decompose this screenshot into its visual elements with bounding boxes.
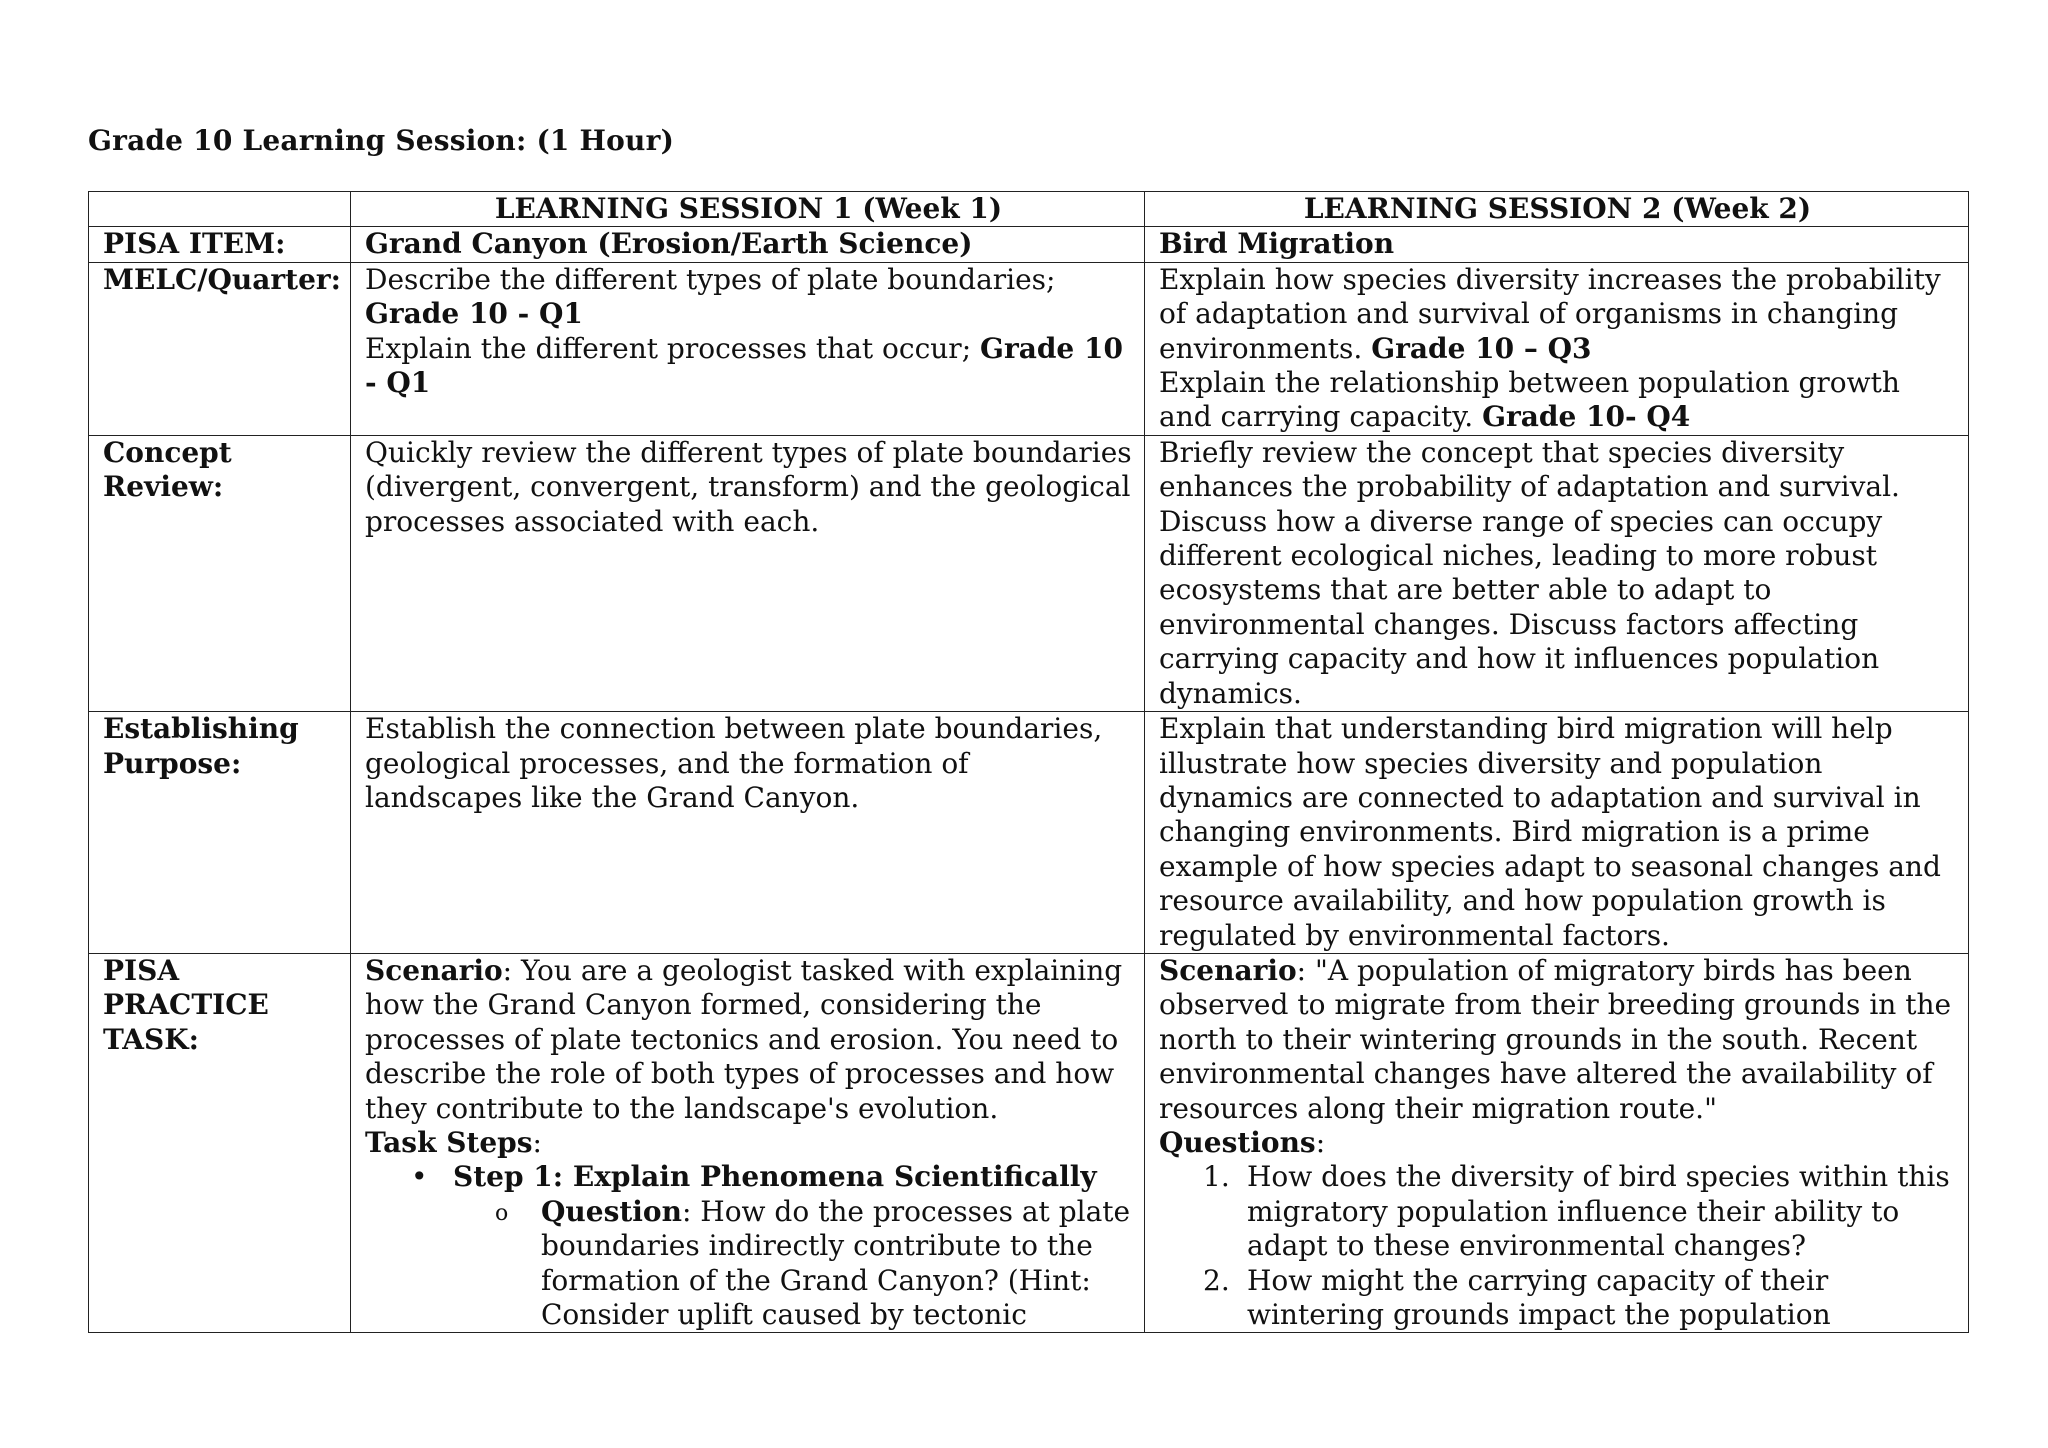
task-session-1 (351, 953, 1145, 1332)
list-item (1159, 1160, 1956, 1263)
melc-s2-grade-tag-1: Grade 10 – Q3 (1371, 331, 1592, 365)
bullet-icon: • (411, 1160, 428, 1194)
task-s2-questions-colon: : (1315, 1125, 1326, 1159)
task-s2-questions-label: Questions (1159, 1125, 1316, 1159)
row-concept-review (89, 435, 1969, 711)
task-s2-scenario-text: : "A population of migratory birds has been observed to migrate from their breeding grounds in the north to their wintering grounds in the south. Recent environmental changes have altered the availability of resources along their migration route." (1159, 953, 1952, 1125)
purpose-session-1: Establish the connection between plate boundaries, geological processes, and the formation of landscapes like the Grand Canyon. (351, 712, 1145, 954)
task-s1-question (365, 1195, 1132, 1333)
task-s1-scenario-label: Scenario (365, 953, 503, 987)
row-pisa-practice-task (89, 953, 1969, 1332)
melc-s1-grade-tag-1: Grade 10 - Q1 (365, 297, 583, 331)
row-label-pisa-item: PISA ITEM: (89, 227, 351, 262)
row-establishing-purpose (89, 712, 1969, 954)
melc-s1-grade-tag-2: Grade 10 - Q1 (365, 331, 1123, 400)
concept-session-2: Briefly review the concept that species diversity enhances the probability of adaptation and survival. Discuss how a diverse range of species can occupy different ecological niches, leading to more robust ecosystems that are better able to adapt to environmental changes. Discuss factors affecting carrying capacity and how it influences population dynamics. (1145, 435, 1969, 711)
row-label-establishing-purpose: Establishing Purpose: (89, 712, 351, 954)
task-s2-question-2: How might the carrying capacity of their wintering grounds impact the population (1247, 1263, 1831, 1331)
melc-s1-text-2: Explain the different processes that occur; (365, 331, 981, 365)
list-number: 2. (1203, 1263, 1230, 1297)
row-label-concept-review: Concept Review: (89, 435, 351, 711)
concept-session-1: Quickly review the different types of plate boundaries (divergent, convergent, transform) and the geological processes associated with each. (351, 435, 1145, 711)
task-s2-scenario-label: Scenario (1159, 953, 1297, 987)
task-session-2 (1145, 953, 1969, 1332)
circle-bullet-icon: o (495, 1200, 509, 1226)
table-header-row (89, 192, 1969, 227)
header-session-2: LEARNING SESSION 2 (Week 2) (1145, 192, 1969, 227)
row-label-melc: MELC/Quarter: (89, 262, 351, 435)
task-s1-scenario-text: : You are a geologist tasked with explaining how the Grand Canyon formed, considering the processes of plate tectonics and erosion. You need to describe the role of both types of processes and how they contribute to the landscape's evolution. (365, 953, 1123, 1125)
task-s1-question-text: : How do the processes at plate boundaries indirectly contribute to the formation of the Grand Canyon? (Hint: Consider uplift caused by tectonic (541, 1194, 1131, 1331)
row-label-pisa-practice-task: PISA PRACTICE TASK: (89, 953, 351, 1332)
list-item (1159, 1264, 1956, 1333)
melc-s2-text-2: Explain the relationship between population growth and carrying capacity. (1159, 366, 1900, 434)
purpose-session-2: Explain that understanding bird migration will help illustrate how species diversity and population dynamics are connected to adaptation and survival in changing environments. Bird migration is a prime example of how species adapt to seasonal changes and resource availability, and how population growth is regulated by environmental factors. (1145, 712, 1969, 954)
task-s1-step-1-title: Step 1: Explain Phenomena Scientifically (453, 1160, 1097, 1194)
page-title: Grade 10 Learning Session: (1 Hour) (88, 124, 675, 157)
melc-session-2 (1145, 262, 1969, 435)
header-session-1: LEARNING SESSION 1 (Week 1) (351, 192, 1145, 227)
header-empty-cell (89, 192, 351, 227)
melc-s2-text-1: Explain how species diversity increases the probability of adaptation and survival of organisms in changing environments. (1159, 262, 1941, 365)
melc-s1-text-1: Describe the different types of plate boundaries; (365, 262, 1056, 296)
melc-s2-grade-tag-2: Grade 10- Q4 (1482, 400, 1691, 434)
pisa-item-session-2: Bird Migration (1145, 227, 1969, 262)
task-s1-step-1 (365, 1160, 1132, 1194)
list-number: 1. (1203, 1160, 1230, 1194)
lesson-plan-table (88, 191, 1969, 1333)
row-melc-quarter (89, 262, 1969, 435)
pisa-item-session-1: Grand Canyon (Erosion/Earth Science) (351, 227, 1145, 262)
task-s2-question-1: How does the diversity of bird species within this migratory population influence their ability to adapt to these environmental changes? (1247, 1160, 1950, 1263)
task-s1-steps-label: Task Steps (365, 1125, 533, 1159)
task-s1-question-label: Question (541, 1194, 682, 1228)
row-pisa-item (89, 227, 1969, 262)
melc-session-1 (351, 262, 1145, 435)
task-s1-steps-colon: : (532, 1125, 542, 1159)
